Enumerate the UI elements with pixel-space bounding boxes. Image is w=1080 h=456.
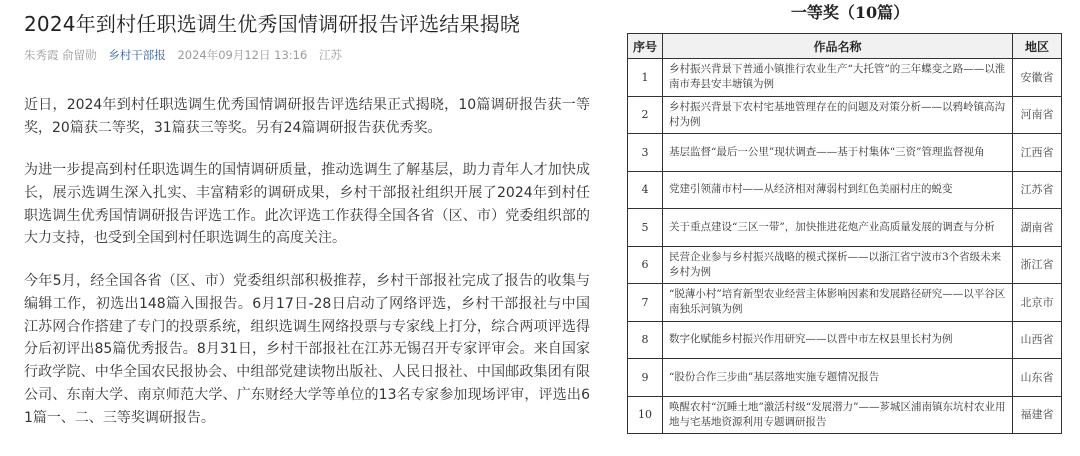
row-region: 山西省: [1013, 321, 1062, 359]
row-name: 民营企业参与乡村振兴战略的模式探析——以浙江省宁波市3个省级未来乡村为例: [662, 246, 1012, 284]
row-no: 10: [628, 396, 663, 434]
row-name: “脱薄小村”培育新型农业经营主体影响因素和发展路径研究——以平谷区南独乐河镇为例: [662, 284, 1012, 322]
table-row: [628, 134, 1062, 172]
row-name: 乡村振兴背景下农村宅基地管理存在的问题及对策分析——以鸦岭镇高沟村为例: [662, 96, 1012, 134]
article-authors: 朱秀霞 俞留勋: [24, 48, 97, 62]
award-table-image: [627, 0, 1073, 456]
row-name: 乡村振兴背景下普通小镇推行农业生产“大托管”的三年蝶变之路——以淮南市寿县安丰塘镇为例: [662, 59, 1012, 97]
table-row: [628, 246, 1062, 284]
row-region: 江苏省: [1013, 171, 1062, 209]
row-no: 3: [628, 134, 663, 172]
article-province: 江苏: [318, 48, 342, 62]
row-region: 北京市: [1013, 284, 1062, 322]
article-source-link[interactable]: 乡村干部报: [108, 48, 166, 62]
row-no: 9: [628, 359, 663, 397]
row-region: 湖南省: [1013, 209, 1062, 247]
header-no: 序号: [628, 34, 663, 59]
row-name: 数字化赋能乡村振兴作用研究——以晋中市左权县里长村为例: [662, 321, 1012, 359]
award-table-header-row: [628, 34, 1062, 59]
row-no: 7: [628, 284, 663, 322]
article-paragraph-1: 近日，2024年到村任职选调生优秀国情调研报告评选结果正式揭晓，10篇调研报告获一等奖，20篇获二等奖，31篇获三等奖。另有24篇调研报告获优秀奖。: [24, 97, 590, 136]
row-name: 唤醒农村“沉睡土地”激活村级“发展潜力”——芗城区浦南镇东坑村农业用地与宅基地资源利用专题调研报告: [662, 396, 1012, 434]
table-row: [628, 59, 1062, 97]
award-table-title: 一等奖（10篇）: [790, 3, 910, 22]
table-row: [628, 284, 1062, 322]
row-name: 关于重点建设“三区一带”，加快推进花炮产业高质量发展的调查与分析: [662, 209, 1012, 247]
row-no: 6: [628, 246, 663, 284]
article-paragraph-3: 今年5月，经全国各省（区、市）党委组织部积极推荐，乡村干部报社完成了报告的收集与编辑工作，初选出148篇入围报告。6月17日-28日启动了网络评选，乡村干部报社与中国江苏网合作搭建了专门的投票系统，组织选调生网络投票与专家线上打分，综合两项评选得分后初评出85篇优秀报告。8月31日，乡村干部报社在江苏无锡召开专家评审会。来自国家行政学院、中华全国农民报协会、中组部党建读物出版社、人民日报社、中国邮政集团有限公司、东南大学、南京师范大学、广东财经大学等单位的13名专家参加现场评审，评选出61篇一、二、三等奖调研报告。: [24, 273, 590, 426]
table-row: [628, 396, 1062, 434]
row-region: 河南省: [1013, 96, 1062, 134]
row-region: 江西省: [1013, 134, 1062, 172]
row-region: 福建省: [1013, 396, 1062, 434]
article-paragraph-2: 为进一步提高到村任职选调生的国情调研质量，推动选调生了解基层，助力青年人才加快成长，展示选调生深入扎实、丰富精彩的调研成果，乡村干部报社组织开展了2024年到村任职选调生优秀国情调研报告评选工作。此次评选工作获得全国各省（区、市）党委组织部的大力支持，也受到全国到村任职选调生的高度关注。: [24, 162, 590, 247]
row-name: 基层监督“最后一公里”现状调查——基于村集体“三资”管理监督视角: [662, 134, 1012, 172]
row-region: 安徽省: [1013, 59, 1062, 97]
row-name: 党建引领蒲市村——从经济相对薄弱村到红色美丽村庄的蜕变: [662, 171, 1012, 209]
article-meta: [24, 47, 350, 63]
article-title: 2024年到村任职选调生优秀国情调研报告评选结果揭晓: [24, 12, 521, 36]
table-row-highlighted: [628, 359, 1062, 397]
row-no: 2: [628, 96, 663, 134]
row-region: 山东省: [1013, 359, 1062, 397]
article-datetime: 2024年09月12日 13:16: [177, 48, 308, 62]
award-table: [627, 33, 1062, 434]
row-no: 4: [628, 171, 663, 209]
table-row: [628, 171, 1062, 209]
row-no: 1: [628, 59, 663, 97]
row-no: 5: [628, 209, 663, 247]
table-row: [628, 96, 1062, 134]
header-name: 作品名称: [662, 34, 1012, 59]
row-name: “股份合作三步曲”基层落地实施专题情况报告: [662, 359, 1012, 397]
header-region: 地区: [1013, 34, 1062, 59]
row-region: 浙江省: [1013, 246, 1062, 284]
table-row: [628, 209, 1062, 247]
table-row: [628, 321, 1062, 359]
row-no: 8: [628, 321, 663, 359]
